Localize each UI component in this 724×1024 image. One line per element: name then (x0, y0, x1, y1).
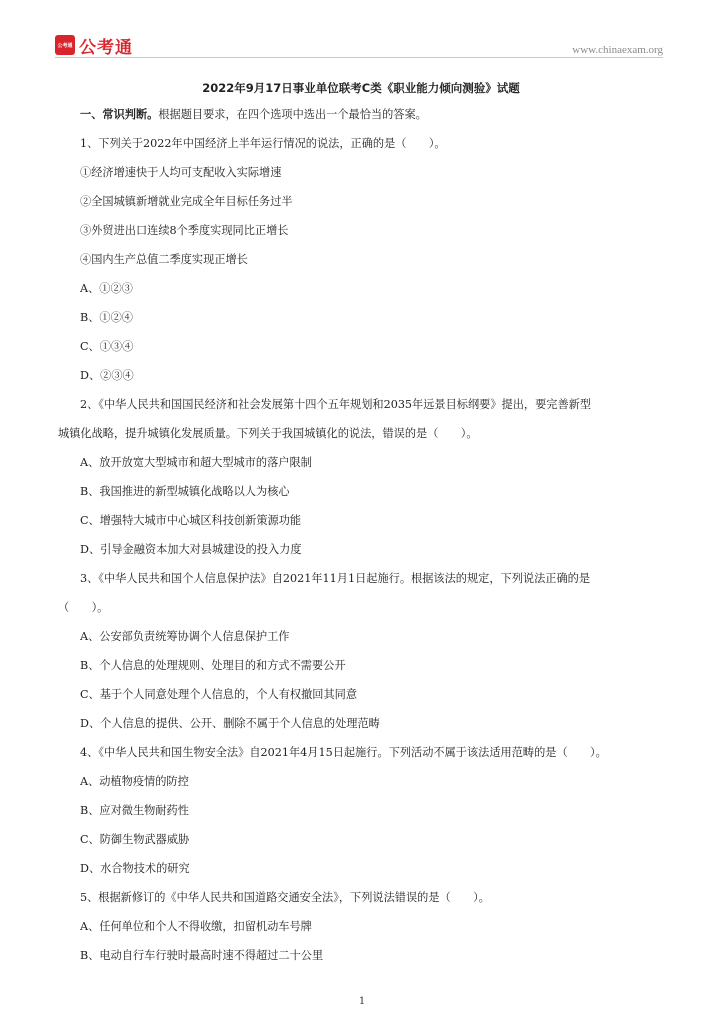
statement-item: ④国内生产总值二季度实现正增长 (80, 253, 248, 266)
logo (55, 34, 133, 56)
question-stem: 2、《中华人民共和国国民经济和社会发展第十四个五年规划和2035年远景目标纲要》提出，要完善新型 (80, 398, 592, 411)
answer-option: C、①③④ (80, 340, 134, 353)
answer-option: A、公安部负责统筹协调个人信息保护工作 (80, 630, 290, 643)
section-head: 一、常识判断。 (80, 108, 159, 121)
header-divider (55, 57, 663, 58)
answer-option: D、水合物技术的研究 (80, 862, 190, 875)
answer-option: B、①②④ (80, 311, 133, 324)
question-stem-continued: 城镇化战略，提升城镇化发展质量。下列关于我国城镇化的说法，错误的是（ ）。 (58, 427, 478, 440)
question-stem: 4、《中华人民共和国生物安全法》自2021年4月15日起施行。下列活动不属于该法适用范畴的是（ ）。 (80, 746, 607, 759)
answer-option: A、①②③ (80, 282, 133, 295)
answer-option: D、引导金融资本加大对县城建设的投入力度 (80, 543, 302, 556)
site-url: www.chinaexam.org (572, 44, 663, 56)
answer-option: A、任何单位和个人不得收缴，扣留机动车号牌 (80, 920, 312, 933)
answer-option: D、②③④ (80, 369, 134, 382)
answer-option: C、防御生物武器威胁 (80, 833, 190, 846)
logo-mark-icon: 公考通 (55, 35, 75, 55)
section-heading (58, 100, 664, 129)
question-stem: 5、根据新修订的《中华人民共和国道路交通安全法》，下列说法错误的是（ ）。 (80, 891, 490, 904)
section-desc: 根据题目要求，在四个选项中选出一个最恰当的答案。 (158, 108, 427, 121)
statement-item: ②全国城镇新增就业完成全年目标任务过半 (80, 195, 293, 208)
question-stem-continued: （ ）。 (58, 601, 109, 614)
question-stem: 1、下列关于2022年中国经济上半年运行情况的说法，正确的是（ ）。 (80, 137, 446, 150)
page-title: 2022年9月17日事业单位联考C类《职业能力倾向测验》试题 (202, 81, 520, 95)
document-body (58, 78, 664, 970)
answer-option: A、放开放宽大型城市和超大型城市的落户限制 (80, 456, 312, 469)
page-header (55, 34, 663, 58)
answer-option: B、个人信息的处理规则、处理目的和方式不需要公开 (80, 659, 346, 672)
answer-option: B、电动自行车行驶时最高时速不得超过二十公里 (80, 949, 324, 962)
logo-text: 公考通 (79, 37, 133, 58)
question-stem: 3、《中华人民共和国个人信息保护法》自2021年11月1日起施行。根据该法的规定，下列说法正确的是 (80, 572, 591, 585)
answer-option: A、动植物疫情的防控 (80, 775, 189, 788)
statement-item: ①经济增速快于人均可支配收入实际增速 (80, 166, 282, 179)
answer-option: D、个人信息的提供、公开、删除不属于个人信息的处理范畴 (80, 717, 380, 730)
page-number: 1 (358, 996, 366, 1007)
statement-item: ③外贸进出口连续8个季度实现同比正增长 (80, 224, 289, 237)
answer-option: C、基于个人同意处理个人信息的，个人有权撤回其同意 (80, 688, 358, 701)
answer-option: C、增强特大城市中心城区科技创新策源功能 (80, 514, 302, 527)
answer-option: B、我国推进的新型城镇化战略以人为核心 (80, 485, 290, 498)
answer-option: B、应对微生物耐药性 (80, 804, 189, 817)
